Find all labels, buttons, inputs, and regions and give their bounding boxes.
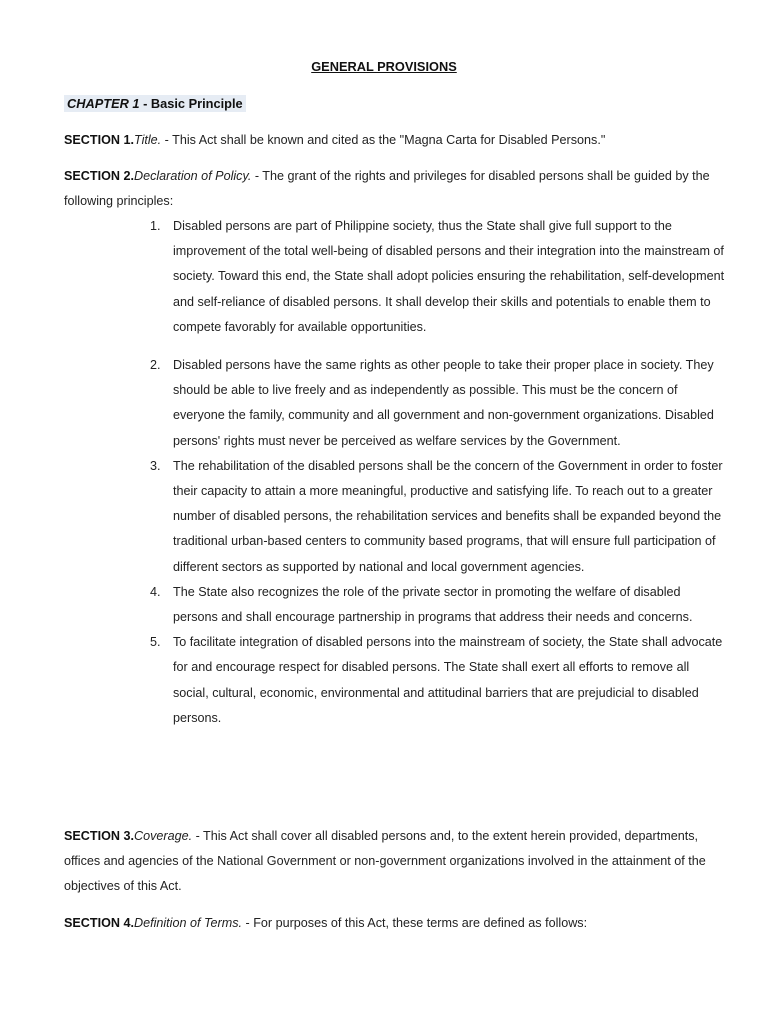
list-item-number: 2. xyxy=(150,358,161,373)
section-title: Definition of Terms. xyxy=(133,916,243,930)
section-label: SECTION 3. xyxy=(64,829,134,843)
section-title: Coverage. xyxy=(133,829,193,843)
chapter-title xyxy=(64,95,246,112)
list-item xyxy=(150,353,725,454)
section-title: Title. xyxy=(133,133,162,147)
section-4 xyxy=(64,911,724,936)
section-title: Declaration of Policy. xyxy=(133,169,252,183)
list-item-text: Disabled persons are part of Philippine society, thus the State shall give full support to the improvement of the total well-being of disabled persons and their integration into the mainstream of society. Toward this end, the State shall adopt policies ensuring the rehabilitation, self-development and self-reliance of disabled persons. It shall develop their skills and potentials to enable them to compete favorably for available opportunities. xyxy=(173,219,725,334)
list-item-text: The State also recognizes the role of the private sector in promoting the welfare of disabled persons and shall encourage partnership in programs that address their needs and concerns. xyxy=(173,584,693,625)
section-label: SECTION 1. xyxy=(64,133,134,147)
document-heading: GENERAL PROVISIONS xyxy=(311,59,457,74)
chapter-separator: - xyxy=(139,96,151,111)
list-item-number: 3. xyxy=(150,458,161,473)
chapter-name: Basic Principle xyxy=(150,96,243,111)
list-item-text: The rehabilitation of the disabled persons shall be the concern of the Government in order to foster their capacity to attain a more meaningful, productive and satisfying life. To reach out to a greater number of disabled persons, the rehabilitation services and benefits shall be expanded beyond the traditional urban-based centers to community based programs, that will ensure full participation of different sectors as supported by national and local government agencies. xyxy=(173,458,723,574)
principles-list xyxy=(150,214,725,731)
section-1 xyxy=(64,128,724,153)
list-item xyxy=(150,630,725,731)
section-text: - This Act shall cover all disabled persons and, to the extent herein provided, departments, offices and agencies of the National Government or non-government organizations involved in the attainment of the objectives of this Act. xyxy=(64,829,706,893)
list-item-number: 1. xyxy=(150,219,161,233)
chapter-label: CHAPTER 1 xyxy=(67,96,140,111)
list-item-number: 4. xyxy=(150,584,161,599)
section-text: - The grant of the rights and privileges for disabled persons shall be guided by the following principles: xyxy=(64,169,710,208)
section-text: - This Act shall be known and cited as the "Magna Carta for Disabled Persons." xyxy=(161,133,606,147)
list-item-number: 5. xyxy=(150,635,161,650)
section-2 xyxy=(64,164,724,214)
section-label: SECTION 2. xyxy=(64,169,134,183)
list-item-text: To facilitate integration of disabled persons into the mainstream of society, the State shall advocate for and encourage respect for disabled persons. The State shall exert all efforts to remove all social, cultural, economic, environmental and attitudinal barriers that are prejudicial to disabled persons. xyxy=(173,635,723,725)
list-item xyxy=(150,454,725,580)
list-item xyxy=(150,580,725,630)
list-item-text: Disabled persons have the same rights as other people to take their proper place in society. They should be able to live freely and as independently as possible. This must be the concern of everyone the family, community and all government and non-government organizations. Disabled persons' rights must never be perceived as welfare services by the Government. xyxy=(173,358,714,448)
section-3 xyxy=(64,824,724,899)
section-text: - For purposes of this Act, these terms are defined as follows: xyxy=(242,916,588,930)
list-item xyxy=(150,214,725,340)
section-label: SECTION 4. xyxy=(64,916,134,930)
